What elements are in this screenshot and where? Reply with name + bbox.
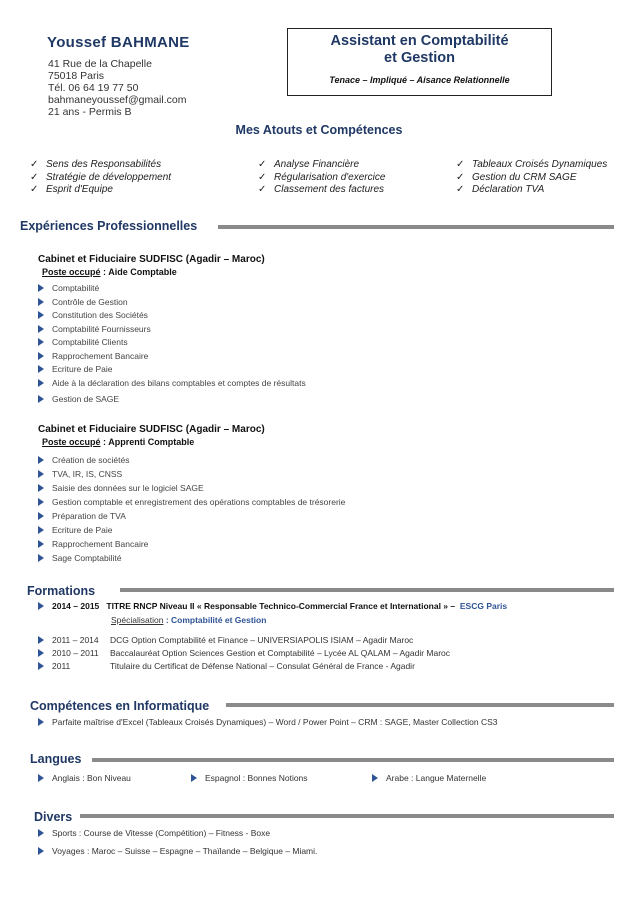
triangle-bullet-icon xyxy=(372,774,378,782)
list-item: Constitution des Sociétés xyxy=(38,310,148,320)
langues-heading: Langues xyxy=(30,752,82,766)
triangle-bullet-icon xyxy=(38,325,44,333)
triangle-bullet-icon xyxy=(38,311,44,319)
job-1-tasks xyxy=(38,283,598,403)
list-item: TVA, IR, IS, CNSS xyxy=(38,469,122,479)
atout-item: ✓ Analyse Financière xyxy=(258,159,360,170)
address-line-2: 75018 Paris xyxy=(48,70,105,82)
check-icon: ✓ xyxy=(30,184,39,195)
candidate-name: Youssef BAHMANE xyxy=(47,34,190,51)
triangle-bullet-icon xyxy=(38,456,44,464)
section-divider xyxy=(92,758,614,762)
triangle-bullet-icon xyxy=(38,379,44,387)
formation-specialisation: Spécialisation : Comptabilité et Gestion xyxy=(111,615,267,625)
list-item: Sage Comptabilité xyxy=(38,553,121,563)
tagline: Tenace – Impliqué – Aisance Relationnelle xyxy=(329,75,510,85)
triangle-bullet-icon xyxy=(38,284,44,292)
triangle-bullet-icon xyxy=(38,649,44,657)
job-1-company: Cabinet et Fiduciaire SUDFISC (Agadir – Maroc) xyxy=(38,254,265,265)
title-box xyxy=(287,28,552,96)
atouts-heading: Mes Atouts et Compétences xyxy=(235,123,403,137)
job-2-position: Poste occupé : Apprenti Comptable xyxy=(42,437,195,447)
triangle-bullet-icon xyxy=(38,512,44,520)
job-1-position: Poste occupé : Aide Comptable xyxy=(42,267,177,277)
list-item: Saisie des données sur le logiciel SAGE xyxy=(38,483,204,493)
langue-item: Arabe : Langue Maternelle xyxy=(372,773,486,783)
triangle-bullet-icon xyxy=(38,470,44,478)
address-line-1: 41 Rue de la Chapelle xyxy=(48,58,152,70)
list-item: Comptabilité Clients xyxy=(38,337,128,347)
triangle-bullet-icon xyxy=(191,774,197,782)
check-icon: ✓ xyxy=(258,184,267,195)
formation-item: 2011 Titulaire du Certificat de Défense National – Consulat Général de France - Agadir xyxy=(38,661,415,671)
list-item: Ecriture de Paie xyxy=(38,364,112,374)
atout-item: ✓ Esprit d'Equipe xyxy=(30,184,113,195)
section-divider xyxy=(80,814,614,818)
job-2-tasks xyxy=(38,455,598,565)
langue-item: Anglais : Bon Niveau xyxy=(38,773,131,783)
job-2-company: Cabinet et Fiduciaire SUDFISC (Agadir – Maroc) xyxy=(38,424,265,435)
email: bahmaneyoussef@gmail.com xyxy=(48,94,187,106)
formation-item: 2011 – 2014 DCG Option Comptabilité et Finance – UNIVERSIAPOLIS ISIAM – Agadir Maroc xyxy=(38,635,413,645)
atouts-column-1 xyxy=(30,159,171,197)
list-item: Contrôle de Gestion xyxy=(38,297,128,307)
divers-item: Sports : Course de Vitesse (Compétition) – Fitness - Boxe xyxy=(38,828,270,838)
experience-heading: Expériences Professionnelles xyxy=(20,219,198,233)
triangle-bullet-icon xyxy=(38,526,44,534)
atout-item: ✓ Stratégie de développement xyxy=(30,171,172,183)
list-item: Préparation de TVA xyxy=(38,511,126,521)
section-divider xyxy=(120,588,614,592)
atout-item: ✓ Régularisation d'exercice xyxy=(258,171,386,183)
atout-item: ✓ Tableaux Croisés Dynamiques xyxy=(456,159,608,170)
triangle-bullet-icon xyxy=(38,602,44,610)
section-divider xyxy=(218,225,614,229)
langue-item: Espagnol : Bonnes Notions xyxy=(191,773,308,783)
informatique-heading: Compétences en Informatique xyxy=(30,699,210,713)
formation-main: 2014 – 2015 TITRE RNCP Niveau II « Responsable Technico-Commercial France et International » – ESCG Paris xyxy=(38,601,507,611)
check-icon: ✓ xyxy=(30,171,39,183)
triangle-bullet-icon xyxy=(38,662,44,670)
divers-heading: Divers xyxy=(34,810,73,824)
list-item: Rapprochement Bancaire xyxy=(38,539,148,549)
triangle-bullet-icon xyxy=(38,352,44,360)
informatique-item: Parfaite maîtrise d'Excel (Tableaux Croisés Dynamiques) – Word / Power Point – CRM : SAGE, Master Collection CS3 xyxy=(38,717,498,727)
job-title-line-2: et Gestion xyxy=(384,50,455,66)
list-item: Création de sociétés xyxy=(38,455,130,465)
triangle-bullet-icon xyxy=(38,847,44,855)
list-item: Gestion comptable et enregistrement des opérations comptables de trésorerie xyxy=(38,497,345,507)
list-item: Aide à la déclaration des bilans comptables et comptes de résultats xyxy=(38,378,306,388)
list-item: Comptabilité Fournisseurs xyxy=(38,324,151,334)
check-icon: ✓ xyxy=(456,171,465,183)
list-item: Rapprochement Bancaire xyxy=(38,351,148,361)
check-icon: ✓ xyxy=(258,171,267,183)
triangle-bullet-icon xyxy=(38,718,44,726)
triangle-bullet-icon xyxy=(38,554,44,562)
divers-item: Voyages : Maroc – Suisse – Espagne – Thaïlande – Belgique – Miami. xyxy=(38,846,317,856)
triangle-bullet-icon xyxy=(38,338,44,346)
check-icon: ✓ xyxy=(258,159,267,170)
atouts-column-3 xyxy=(456,159,607,197)
triangle-bullet-icon xyxy=(38,636,44,644)
list-item: Comptabilité xyxy=(38,283,99,293)
job-title-line-1: Assistant en Comptabilité xyxy=(330,33,509,49)
formations-heading: Formations xyxy=(27,584,96,598)
check-icon: ✓ xyxy=(456,159,465,170)
check-icon: ✓ xyxy=(456,184,465,195)
triangle-bullet-icon xyxy=(38,365,44,373)
atout-item: ✓ Gestion du CRM SAGE xyxy=(456,171,577,183)
list-item: Ecriture de Paie xyxy=(38,525,112,535)
atout-item: ✓ Déclaration TVA xyxy=(456,184,545,195)
triangle-bullet-icon xyxy=(38,298,44,306)
phone: Tél. 06 64 19 77 50 xyxy=(48,82,139,94)
atout-item: ✓ Classement des factures xyxy=(258,184,385,195)
atout-item: ✓ Sens des Responsabilités xyxy=(30,159,162,170)
atouts-column-2 xyxy=(258,159,385,197)
triangle-bullet-icon xyxy=(38,484,44,492)
triangle-bullet-icon xyxy=(38,540,44,548)
age-license: 21 ans - Permis B xyxy=(48,106,132,118)
check-icon: ✓ xyxy=(30,159,39,170)
triangle-bullet-icon xyxy=(38,498,44,506)
triangle-bullet-icon xyxy=(38,395,44,403)
triangle-bullet-icon xyxy=(38,774,44,782)
contact-block xyxy=(48,58,186,118)
triangle-bullet-icon xyxy=(38,829,44,837)
section-divider xyxy=(226,703,614,707)
formation-item: 2010 – 2011 Baccalauréat Option Sciences Gestion et Comptabilité – Lycée AL QALAM – Agadir Maroc xyxy=(38,648,450,658)
list-item: Gestion de SAGE xyxy=(38,394,119,404)
